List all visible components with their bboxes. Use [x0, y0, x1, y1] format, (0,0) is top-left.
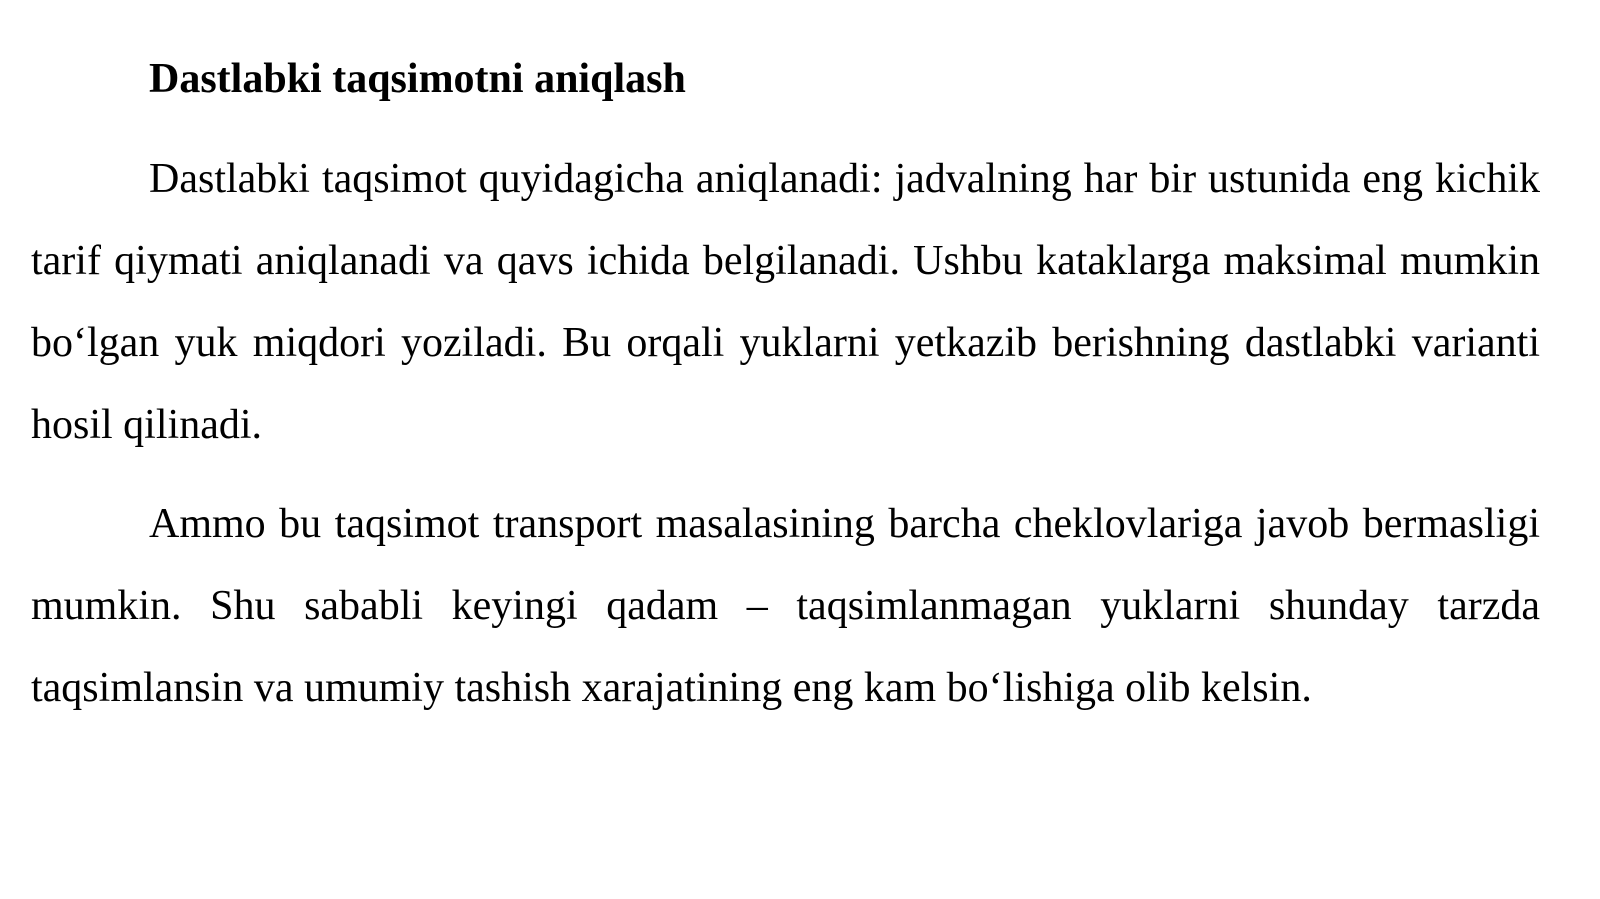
paragraph-1: Dastlabki taqsimot quyidagicha aniqlanadi: jadvalning har bir ustunida eng kichik tarif qiymati aniqlanadi va qavs ichida belgilanadi. Ushbu kataklarga maksimal mumkin bo‘lgan yuk miqdori yoziladi. Bu orqali yuklarni yetkazib berishning dastlabki varianti hosil qilinadi. — [31, 156, 1540, 448]
section-heading: Dastlabki taqsimotni aniqlash — [149, 56, 686, 102]
paragraph-2: Ammo bu taqsimot transport masalasining barcha cheklovlariga javob bermasligi mumkin. Shu sababli keyingi qadam – taqsimlanmagan yuklarni shunday tarzda taqsimlansin va umumiy tashish xarajatining eng kam bo‘lishiga olib kelsin. — [31, 501, 1540, 711]
